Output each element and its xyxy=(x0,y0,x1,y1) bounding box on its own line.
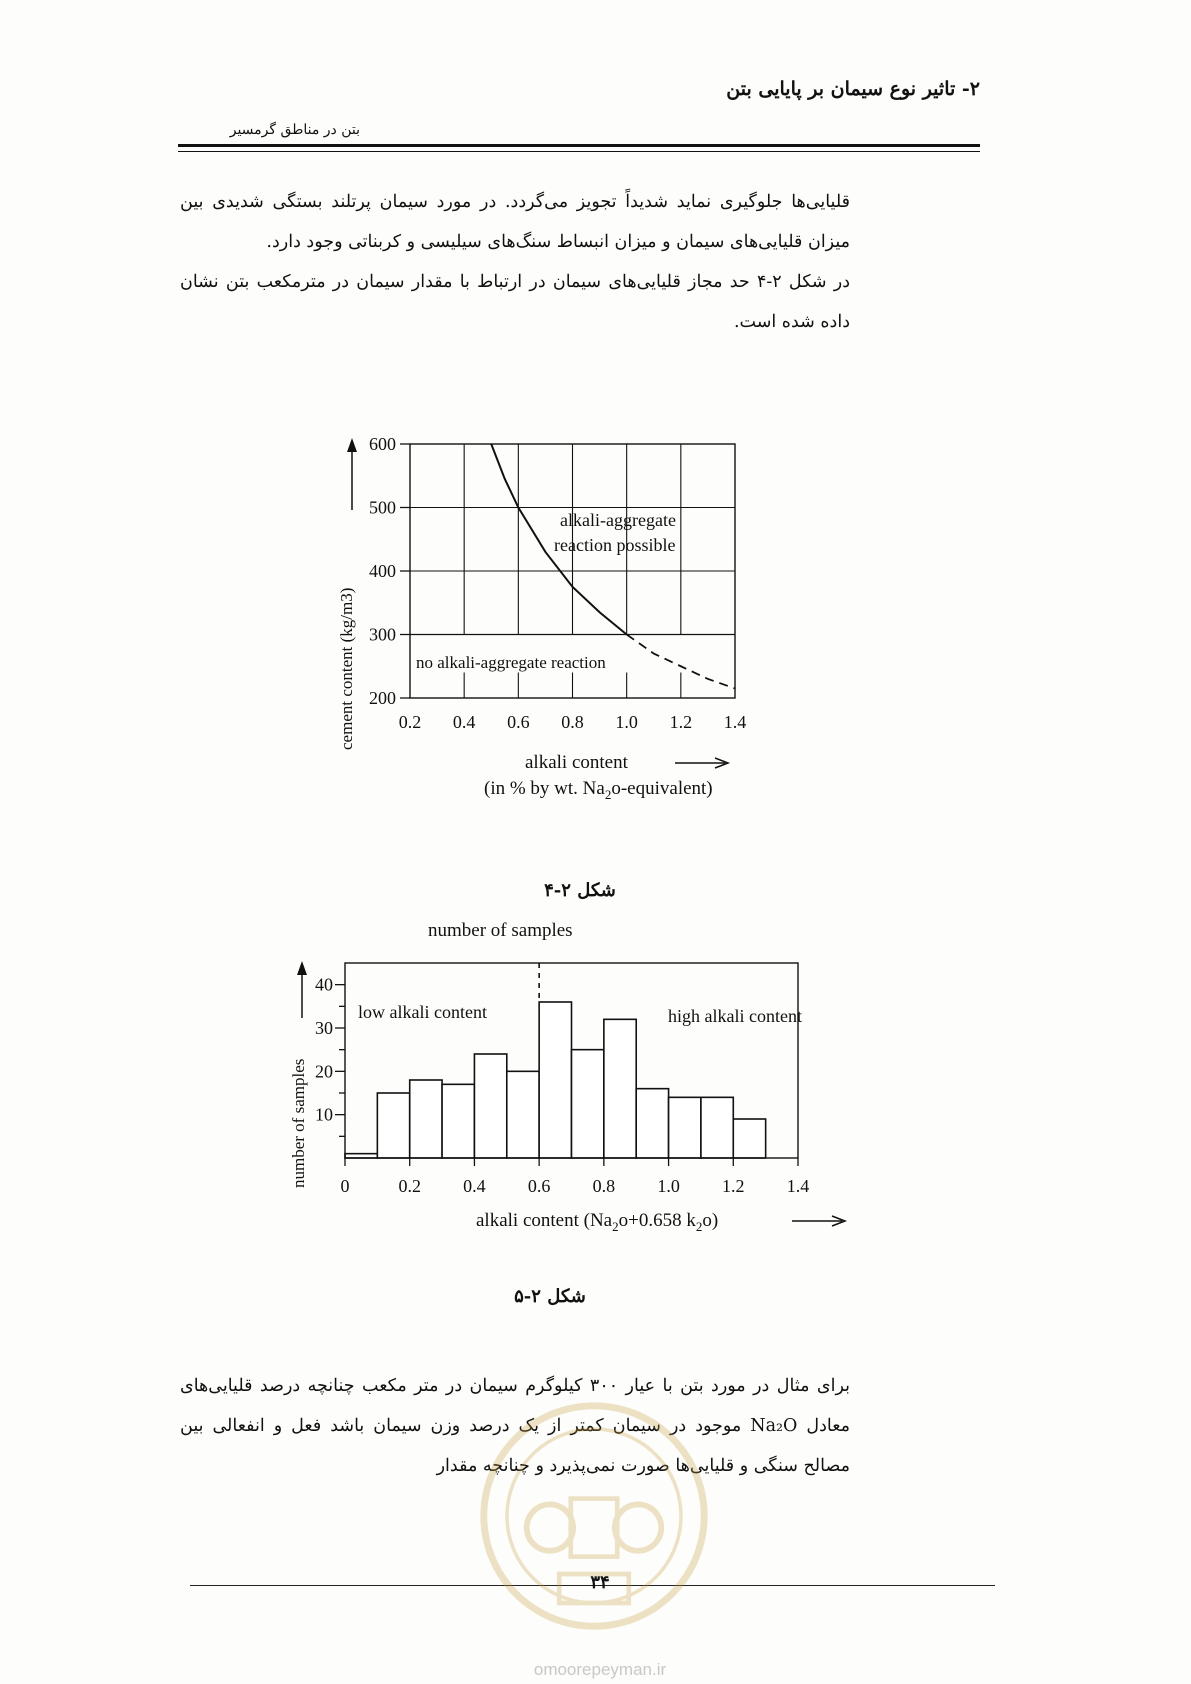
histogram-bar xyxy=(377,1093,409,1158)
watermark-url: omoorepeyman.ir xyxy=(533,1660,667,1679)
histogram-bar xyxy=(604,1019,636,1158)
histogram-bar xyxy=(669,1097,701,1158)
y-tick-label: 40 xyxy=(315,974,333,995)
y-tick-label: 20 xyxy=(315,1061,333,1082)
figure-2-4-chart xyxy=(330,430,850,870)
region-upper-label-line2: reaction possible xyxy=(554,535,676,555)
x-tick-label: 0.4 xyxy=(452,712,476,732)
x-tick-label: 1.4 xyxy=(723,712,747,732)
x-axis-label: alkali content xyxy=(525,752,628,773)
y-tick-label: 600 xyxy=(369,434,396,454)
histogram-bar xyxy=(733,1119,765,1158)
histogram-bar xyxy=(507,1071,539,1158)
x-tick-label: 0.2 xyxy=(398,712,422,732)
x-tick-label: 1.2 xyxy=(669,712,693,732)
histogram-title: number of samples xyxy=(428,920,573,941)
x-tick-label: 0 xyxy=(340,1176,350,1196)
high-alkali-label: high alkali content xyxy=(668,1006,802,1026)
paragraph: قلیایی‌ها جلوگیری نماید شدیداً تجویز می‌گردد. در مورد سیمان پرتلند بستگی شدیدی بین میزان قلیایی‌های سیمان و میزان انبساط سنگ‌های سیلیسی و کربناتی وجود دارد. xyxy=(180,192,850,252)
body-text-top xyxy=(180,182,850,342)
x-tick-label: 1.2 xyxy=(722,1176,745,1196)
x-tick-label: 0.2 xyxy=(398,1176,421,1196)
y-tick-label: 10 xyxy=(315,1104,333,1125)
y-tick-label: 300 xyxy=(369,624,396,645)
y-axis-arrowhead xyxy=(297,961,307,975)
histogram-bar xyxy=(539,1002,571,1158)
y-tick-label: 500 xyxy=(369,497,396,518)
y-axis-label: cement content (kg/m3) xyxy=(337,587,356,750)
x-tick-label: 1.4 xyxy=(786,1176,810,1196)
low-alkali-label: low alkali content xyxy=(358,1002,487,1022)
x-tick-label: 0.4 xyxy=(463,1176,486,1196)
x-tick-label: 1.0 xyxy=(615,712,638,732)
histogram-bar xyxy=(572,1050,604,1158)
x-tick-label: 0.6 xyxy=(527,1176,551,1196)
region-lower-label: no alkali-aggregate reaction xyxy=(416,653,606,672)
header-rule xyxy=(178,144,980,147)
figure-2-5-chart xyxy=(280,918,880,1268)
y-axis-label: number of samples xyxy=(289,1058,308,1188)
paragraph: برای مثال در مورد بتن با عیار ۳۰۰ کیلوگرم سیمان در متر مکعب چنانچه درصد قلیایی‌های معادل Na₂O موجود در سیمان کمتر از یک درصد وزن سیمان باشد فعل و انفعالی بین مصالح سنگی و قلیایی‌ها صورت نمی‌پذیرد و چنانچه مقدار xyxy=(180,1376,851,1476)
histogram-bar xyxy=(474,1054,506,1158)
histogram-bar xyxy=(410,1080,442,1158)
histogram-bar xyxy=(701,1097,733,1158)
x-axis-label: alkali content ($Na_2o+0.658$ $k_2o$) xyxy=(476,1210,719,1234)
watermark-seal xyxy=(478,1400,710,1632)
x-axis-sublabel: (in % by wt. $Na_2o-equivalent$) xyxy=(484,778,713,802)
paragraph: در شکل ۲-۴ حد مجاز قلیایی‌های سیمان در ارتباط با مقدار سیمان در مترمکعب بتن نشان داده شده است. xyxy=(180,272,850,332)
histogram-bar xyxy=(442,1084,474,1158)
tick-labels xyxy=(369,434,746,732)
figure-2-5-caption: شکل ۲-۵ xyxy=(514,1286,586,1307)
x-tick-label: 0.6 xyxy=(507,712,530,732)
page-number: ۳۴ xyxy=(590,1572,610,1593)
x-tick-label: 1.0 xyxy=(657,1176,680,1196)
book-title: بتن در مناطق گرمسیر xyxy=(229,122,360,138)
x-tick-label: 0.8 xyxy=(592,1176,616,1196)
chapter-title: ۲- تاثیر نوع سیمان بر پایایی بتن xyxy=(726,78,980,100)
histogram-bar xyxy=(636,1089,668,1158)
limit-curves xyxy=(491,444,735,688)
header-rule-thin xyxy=(178,151,980,152)
y-tick-label: 200 xyxy=(369,688,396,708)
figure-2-4-caption: شکل ۲-۴ xyxy=(544,880,616,901)
region-upper-label-line1: alkali-aggregate xyxy=(560,510,676,530)
y-axis-arrowhead xyxy=(347,438,357,452)
y-tick-label: 30 xyxy=(315,1018,333,1038)
y-tick-label: 400 xyxy=(369,561,396,581)
x-tick-label: 0.8 xyxy=(561,712,584,732)
